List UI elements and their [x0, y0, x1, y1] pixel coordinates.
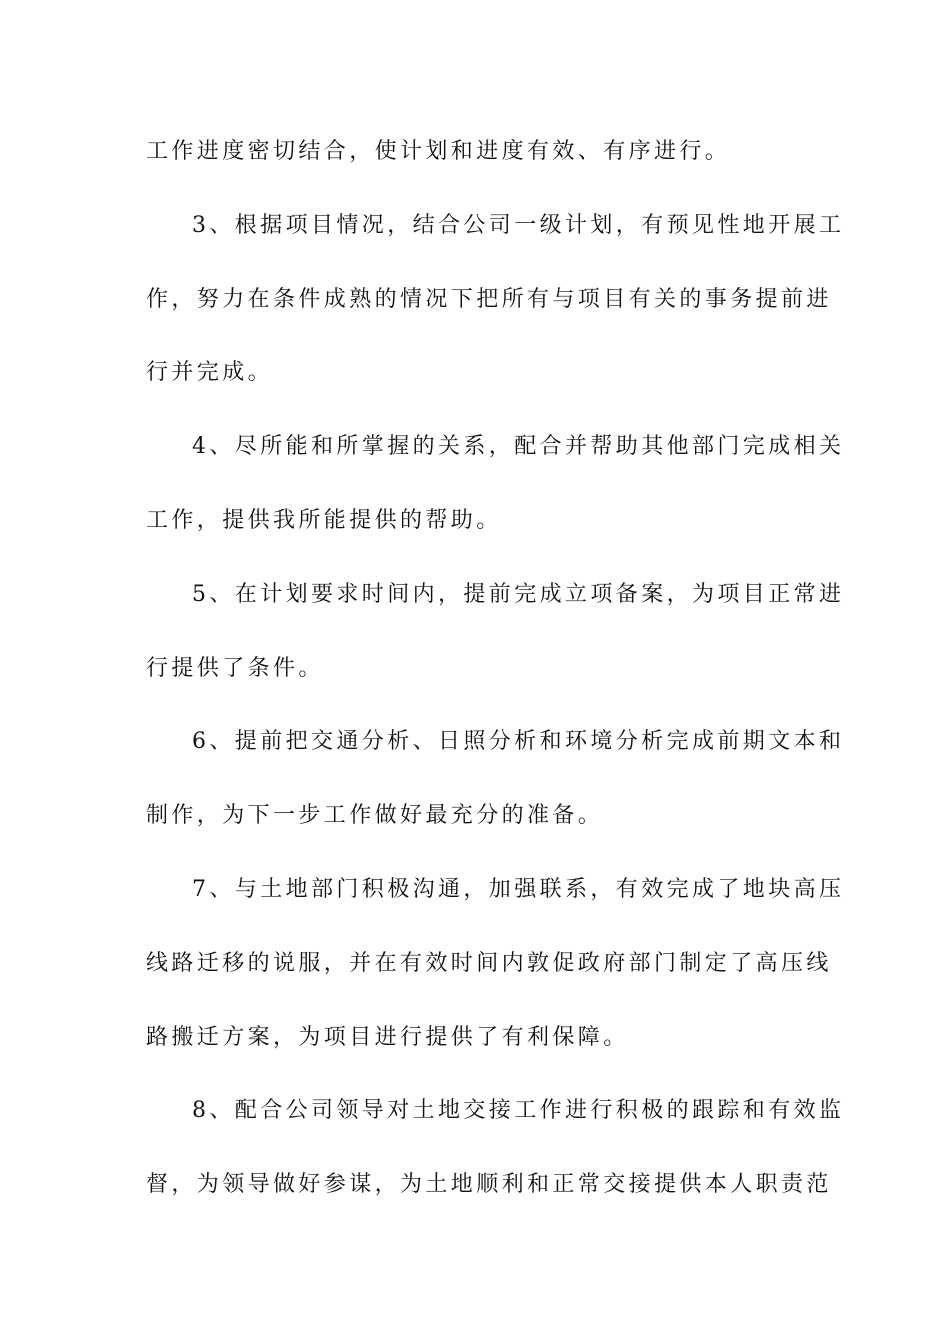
- paragraph-7-line-2: 线路迁移的说服，并在有效时间内敦促政府部门制定了高压线: [146, 950, 832, 976]
- body-text: [146, 124, 845, 1231]
- paragraph-4-line-2: 工作，提供我所能提供的帮助。: [146, 507, 502, 533]
- paragraph-5-line-1: 5、在计划要求时间内，提前完成立项备案，为项目正常进: [192, 581, 845, 607]
- paragraph-3-line-3: 行并完成。: [146, 360, 274, 386]
- paragraph-8-line-1: 8、配合公司领导对土地交接工作进行积极的跟踪和有效监: [192, 1098, 845, 1124]
- paragraph-6-line-1: 6、提前把交通分析、日照分析和环境分析完成前期文本和: [192, 729, 845, 755]
- paragraph-8-line-2: 督，为领导做好参谋，为土地顺利和正常交接提供本人职责范: [146, 1172, 832, 1198]
- paragraph-3-line-1: 3、根据项目情况，结合公司一级计划，有预见性地开展工: [192, 212, 845, 238]
- paragraph-5-line-2: 行提供了条件。: [146, 655, 324, 681]
- paragraph-3-line-2: 作，努力在条件成熟的情况下把所有与项目有关的事务提前进: [146, 286, 832, 312]
- paragraph-4-line-1: 4、尽所能和所掌握的关系，配合并帮助其他部门完成相关: [192, 434, 845, 460]
- text-line-continuation: 工作进度密切结合，使计划和进度有效、有序进行。: [146, 139, 731, 164]
- paragraph-7-line-1: 7、与土地部门积极沟通，加强联系，有效完成了地块高压: [192, 876, 845, 902]
- paragraph-6-line-2: 制作，为下一步工作做好最充分的准备。: [146, 803, 604, 829]
- paragraph-7-line-3: 路搬迁方案，为项目进行提供了有利保障。: [146, 1024, 629, 1050]
